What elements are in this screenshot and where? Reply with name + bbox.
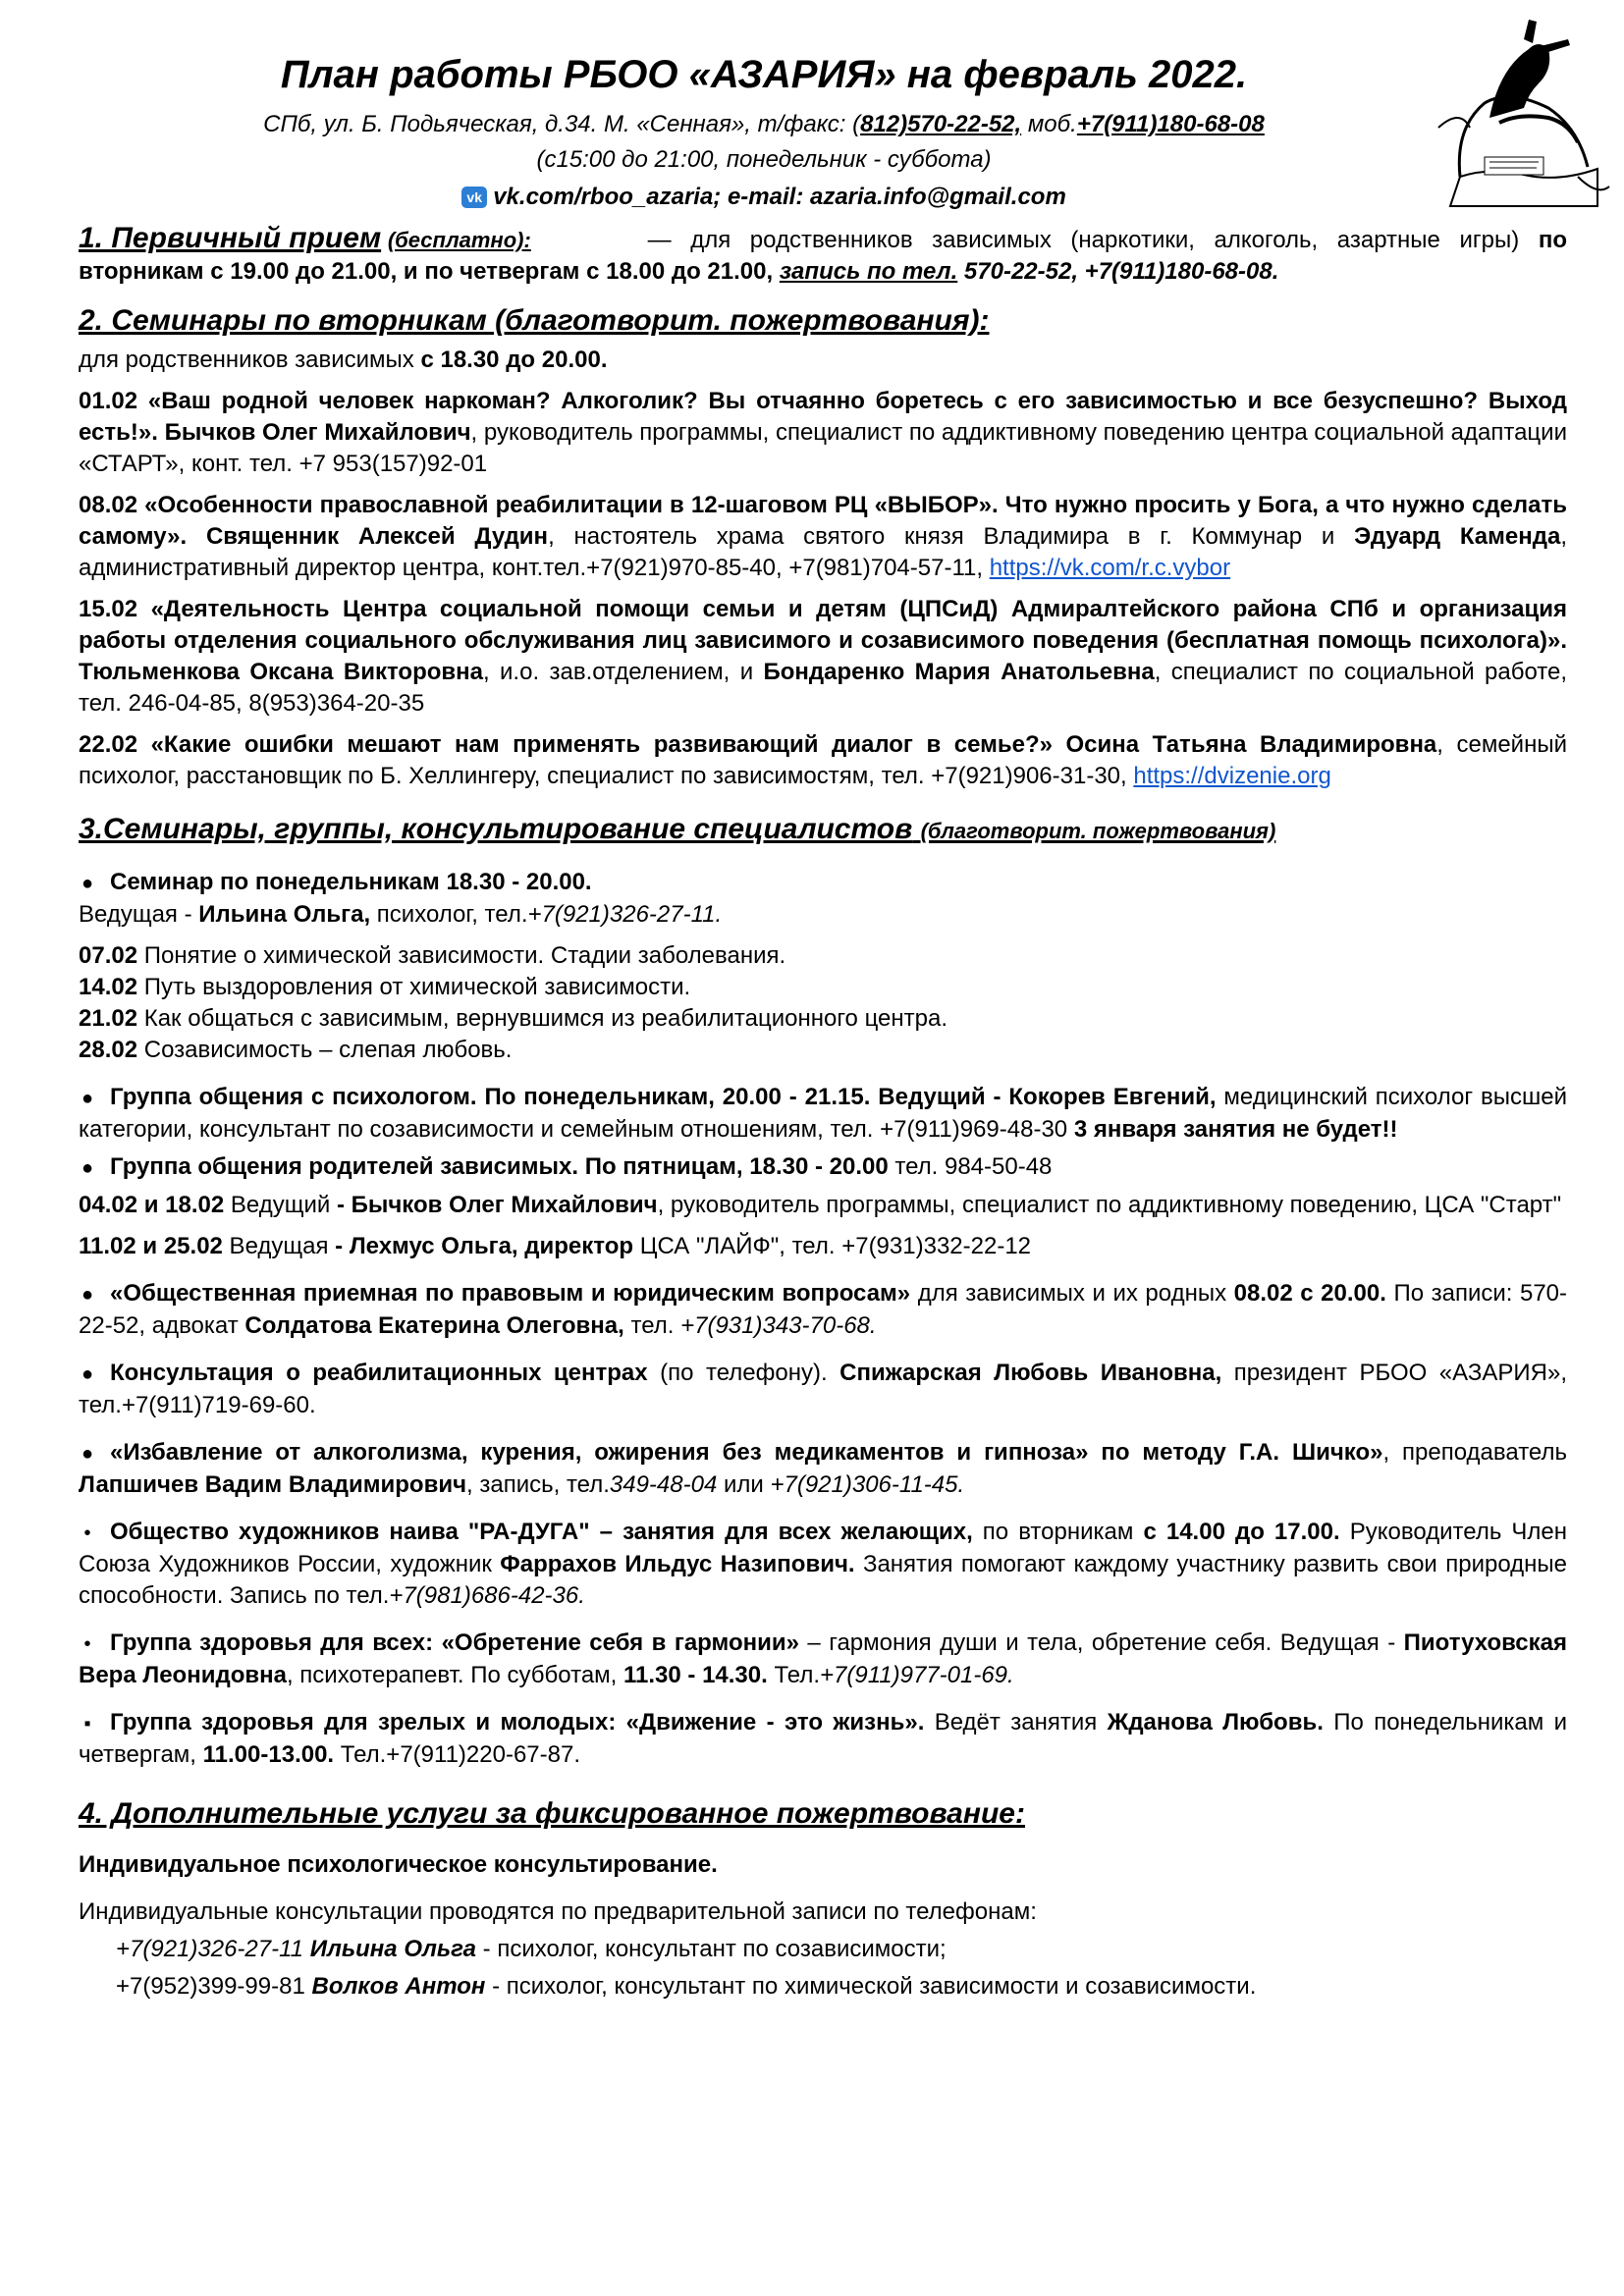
bullet-icon: • [83, 1522, 91, 1544]
raduga-time: с 14.00 до 17.00. [1143, 1519, 1340, 1545]
section1-phones: 570-22-52, +7(911)180-68-08. [957, 258, 1279, 285]
section4-heading: 4. Дополнительные услуги за фиксированное пожертвование: [79, 1797, 1025, 1830]
consultant-phone: +7(921)326-27-11 [116, 1936, 304, 1962]
parents-group-title: Группа общения родителей зависимых. По пятницам, 18.30 - 20.00 [110, 1153, 889, 1180]
phone: , тел. +7(931)332-22-12 [779, 1233, 1032, 1259]
shichko-host: Лапшичев Вадим Владимирович [79, 1471, 467, 1498]
section1-body [79, 225, 1567, 288]
phone-office: 812)570-22-52, [860, 111, 1022, 137]
document-page [79, 47, 1567, 2002]
org: ЦСА "ЛАЙФ" [633, 1233, 780, 1259]
harmony-title: Группа здоровья для всех: «Обретение себя в гармонии» [110, 1629, 799, 1656]
seminar-text: , руководитель программы, специалист по аддиктивному поведению центра социальной адаптации «СТАРТ», конт. тел. +7 953(157)92-01 [79, 419, 1567, 477]
seminar-item [79, 729, 1567, 792]
seminar-link[interactable]: https://dvizenie.org [1133, 763, 1331, 789]
shichko-text3: или [717, 1471, 771, 1498]
phone-mobile: +7(911)180-68-08 [1076, 111, 1265, 137]
dates: 11.02 и 25.02 [79, 1233, 223, 1259]
section1-text: — для родственников зависимых (наркотики, алкоголь, азартные игры) [628, 227, 1539, 253]
psy-group-note: 3 января занятия не будет!! [1073, 1116, 1398, 1143]
section1-schedule: по вторникам с 19.00 до 21.00, и по четвергам с 18.00 до 21.00, [79, 227, 1567, 285]
seminar-text2: , административный директор центра, конт.тел.+7(921)970-85-40, +7(981)704-57-11, [79, 523, 1567, 581]
mob-label: моб. [1021, 111, 1077, 137]
contacts-line [79, 178, 1567, 217]
movement-text: Ведёт занятия [924, 1709, 1108, 1735]
seminar-title: 08.02 «Особенности православной реабилитации в 12-шаговом РЦ «ВЫБОР». Что нужно просить у Бога, а что нужно сделать самому». Священник Алексей Дудин [79, 492, 1567, 550]
shichko-method [79, 1437, 1567, 1501]
page-title: План работы РБОО «АЗАРИЯ» на февраль 2022. [280, 53, 1248, 96]
raduga-society [79, 1517, 1567, 1612]
legal-lawyer: Солдатова Екатерина Олеговна, [244, 1312, 624, 1339]
seminar-text: , и.о. зав.отделением, и [483, 659, 764, 685]
section2-heading: 2. Семинары по вторникам (благотворит. пожертвования): [79, 304, 990, 337]
label: Ведущий [224, 1192, 337, 1218]
psy-group [79, 1082, 1567, 1146]
dates: 04.02 и 18.02 [79, 1192, 225, 1218]
section1-heading: 1. Первичный прием [79, 222, 382, 254]
bullet-icon: ● [81, 1363, 94, 1385]
date-item [79, 972, 1567, 1003]
section1-signup: запись по тел. [779, 258, 958, 285]
host-role: психолог, тел. [370, 901, 528, 928]
bullet-icon: ● [81, 1157, 94, 1179]
legal-date: 08.02 с 20.00. [1233, 1280, 1386, 1307]
raduga-title: Общество художников наива "РА-ДУГА" – занятия для всех желающих, [110, 1519, 973, 1545]
seminar-speaker: Бондаренко Мария Анатольевна [763, 659, 1155, 685]
psy-group-text: медицинский психолог высшей категории, консультант по созависимости и семейным отношениям, тел. +7(911)969-48-30 [79, 1084, 1567, 1143]
host: - Бычков Олег Михайлович [336, 1192, 658, 1218]
contacts-text: vk.com/rboo_azaria; e-mail: azaria.info@gmail.com [493, 184, 1066, 210]
section4-intro: Индивидуальные консультации проводятся по предварительной записи по телефонам: [79, 1898, 1037, 1925]
mon-seminar-host [79, 899, 1567, 931]
section3-heading [79, 810, 1567, 851]
parents-group [79, 1151, 1567, 1184]
legal-phone: +7(931)343-70-68. [680, 1312, 877, 1339]
consultant-role: - психолог, консультант по химической зависимости и созависимости. [485, 1973, 1257, 2000]
shichko-phone1: 349-48-04 [609, 1471, 718, 1498]
host-name: Ильина Ольга, [198, 901, 371, 928]
section2-intro [79, 345, 1567, 376]
bullet-icon: ● [81, 873, 94, 894]
seminar-item [79, 386, 1567, 480]
section4-sub: Индивидуальное психологическое консультирование. [79, 1851, 718, 1878]
seminar-item [79, 594, 1567, 720]
movement-text3: Тел.+7(911)220-67-87. [334, 1741, 580, 1768]
legal-text3: тел. [623, 1312, 681, 1339]
parents-group-line2 [79, 1231, 1567, 1262]
seminar-text: , семейный психолог, расстановщик по Б. Хеллингеру, специалист по зависимостям, тел. +7(921)906-31-30, [79, 731, 1567, 789]
rehab-consult [79, 1358, 1567, 1421]
date: 07.02 [79, 942, 138, 969]
movement-host: Жданова Любовь. [1107, 1709, 1324, 1735]
bullet-square-icon: ▪ [83, 1713, 91, 1735]
topic: Как общаться с зависимым, вернувшимся из реабилитационного центра. [137, 1005, 948, 1032]
harmony-text: – гармония души и тела, обретение себя. Ведущая - [798, 1629, 1404, 1656]
seminar-text: , настоятель храма святого князя Владимира в г. Коммунар и [548, 523, 1355, 550]
consultant-item [79, 1934, 1567, 1965]
parents-group-line1 [79, 1190, 1567, 1221]
seminar-text2: , специалист по социальной работе, тел. 246-04-85, 8(953)364-20-35 [79, 659, 1567, 717]
shichko-title: «Избавление от алкоголизма, курения, ожирения без медикаментов и гипноза» по методу Г.А. Шичко» [110, 1439, 1383, 1466]
raduga-text2: Руководитель Член Союза Художников России, художник [79, 1519, 1567, 1577]
label: Ведущая [222, 1233, 336, 1259]
psy-group-title: Группа общения с психологом. По понедельникам, 20.00 - 21.15. Ведущий - Кокорев Евгений, [110, 1084, 1217, 1110]
movement-time: 11.00-13.00. [202, 1741, 335, 1768]
bullet-icon: ● [81, 1443, 94, 1465]
legal-text2: По записи: 570-22-52, адвокат [79, 1280, 1568, 1339]
hours-line: (с15:00 до 21:00, понедельник - суббота) [536, 146, 992, 173]
address-text: СПб, ул. Б. Подьяческая, д.34. М. «Сенная», т/факс: ( [263, 111, 861, 137]
consultant-item [79, 1971, 1567, 2002]
topic: Путь выздоровления от химической зависимости. [137, 974, 691, 1000]
raduga-phone: +7(981)686-42-36. [389, 1582, 585, 1609]
harmony-group [79, 1628, 1567, 1691]
shichko-phone2: +7(921)306-11-45. [770, 1471, 965, 1498]
bullet-icon: ● [81, 1284, 94, 1306]
date: 28.02 [79, 1037, 138, 1063]
legal-title: «Общественная приемная по правовым и юридическим вопросам» [110, 1280, 911, 1307]
consultant-name: Ильина Ольга [303, 1936, 476, 1962]
mon-seminar-title [79, 867, 1567, 899]
topic: Созависимость – слепая любовь. [137, 1037, 513, 1063]
shichko-text: , преподаватель [1382, 1439, 1567, 1466]
host-label: Ведущая - [79, 901, 199, 928]
host-phone: +7(921)326-27-11. [527, 901, 723, 928]
shichko-text2: , запись, тел. [466, 1471, 610, 1498]
seminar-title: 15.02 «Деятельность Центра социальной помощи семьи и детям (ЦПСиД) Адмиралтейского района СПб и организация работы отделения социального обслуживания лиц зависимого и созависимого поведения (бесплатная помощь психолога)». Тюльменкова Оксана Викторовна [79, 596, 1567, 685]
harmony-text2: , психотерапевт. По субботам, [286, 1662, 623, 1688]
rehab-text: (по телефону). [647, 1360, 840, 1386]
seminar-speaker: Эдуард Каменда [1354, 523, 1561, 550]
movement-text2: По понедельникам и четвергам, [79, 1709, 1568, 1768]
rehab-title: Консультация о реабилитационных центрах [110, 1360, 648, 1386]
seminar-link[interactable]: https://vk.com/r.c.vybor [989, 555, 1231, 581]
harmony-phone: +7(911)977-01-69. [820, 1662, 1014, 1688]
date: 21.02 [79, 1005, 138, 1032]
topic: Понятие о химической зависимости. Стадии заболевания. [137, 942, 786, 969]
section3-heading-note: (благотворит. пожертвования) [920, 819, 1276, 843]
host: - Лехмус Ольга, директор [335, 1233, 634, 1259]
legal-text: для зависимых и их родных [910, 1280, 1234, 1307]
section3-heading-text: 3.Семинары, группы, консультирование специалистов [79, 813, 913, 845]
rehab-text2: президент РБОО «АЗАРИЯ», тел.+7(911)719-69-60. [79, 1360, 1567, 1418]
harmony-host: Пиотуховская Вера Леонидовна [79, 1629, 1567, 1688]
consultant-role: - психолог, консультант по созависимости; [476, 1936, 947, 1962]
movement-title: Группа здоровья для зрелых и молодых: «Движение - это жизнь». [110, 1709, 925, 1735]
legal-consult [79, 1278, 1567, 1342]
vk-icon: vk [461, 187, 487, 208]
raduga-text3: Занятия помогают каждому участнику развить свои природные способности. Запись по тел. [79, 1551, 1567, 1609]
consultant-phone: +7(952)399-99-81 [116, 1973, 305, 2000]
section1-heading-note: (бесплатно): [387, 228, 531, 252]
date-item [79, 940, 1567, 972]
seminar-title: 22.02 «Какие ошибки мешают нам применять развивающий диалог в семье?» Осина Татьяна Владимировна [79, 731, 1437, 758]
raduga-text: по вторникам [972, 1519, 1144, 1545]
date-item [79, 1035, 1567, 1066]
bullet-icon: • [83, 1633, 91, 1655]
parents-group-phone: тел. 984-50-48 [888, 1153, 1053, 1180]
movement-group [79, 1707, 1567, 1771]
seminar-item [79, 490, 1567, 584]
harmony-time: 11.30 - 14.30. [623, 1662, 768, 1688]
address-line [79, 107, 1567, 142]
mon-seminar-title-text: Семинар по понедельникам 18.30 - 20.00. [110, 869, 592, 895]
raduga-host: Фаррахов Ильдус Назипович. [500, 1551, 855, 1577]
date-item [79, 1003, 1567, 1035]
harmony-text3: Тел. [767, 1662, 820, 1688]
rehab-host: Спижарская Любовь Ивановна, [839, 1360, 1222, 1386]
bullet-icon: ● [81, 1088, 94, 1109]
consultant-name: Волков Антон [304, 1973, 486, 2000]
section2-intro-time: с 18.30 до 20.00. [420, 347, 608, 373]
mon-seminar-dates [79, 940, 1567, 1066]
host-role: , руководитель программы, специалист по аддиктивному поведению, ЦСА "Старт" [657, 1192, 1562, 1218]
seminar-title: 01.02 «Ваш родной человек наркоман? Алкоголик? Вы отчаянно боретесь с его зависимостью и все безуспешно? Выход есть!». Бычков Олег Михайлович [79, 388, 1567, 446]
date: 14.02 [79, 974, 138, 1000]
section2-intro-text: для родственников зависимых [79, 347, 421, 373]
